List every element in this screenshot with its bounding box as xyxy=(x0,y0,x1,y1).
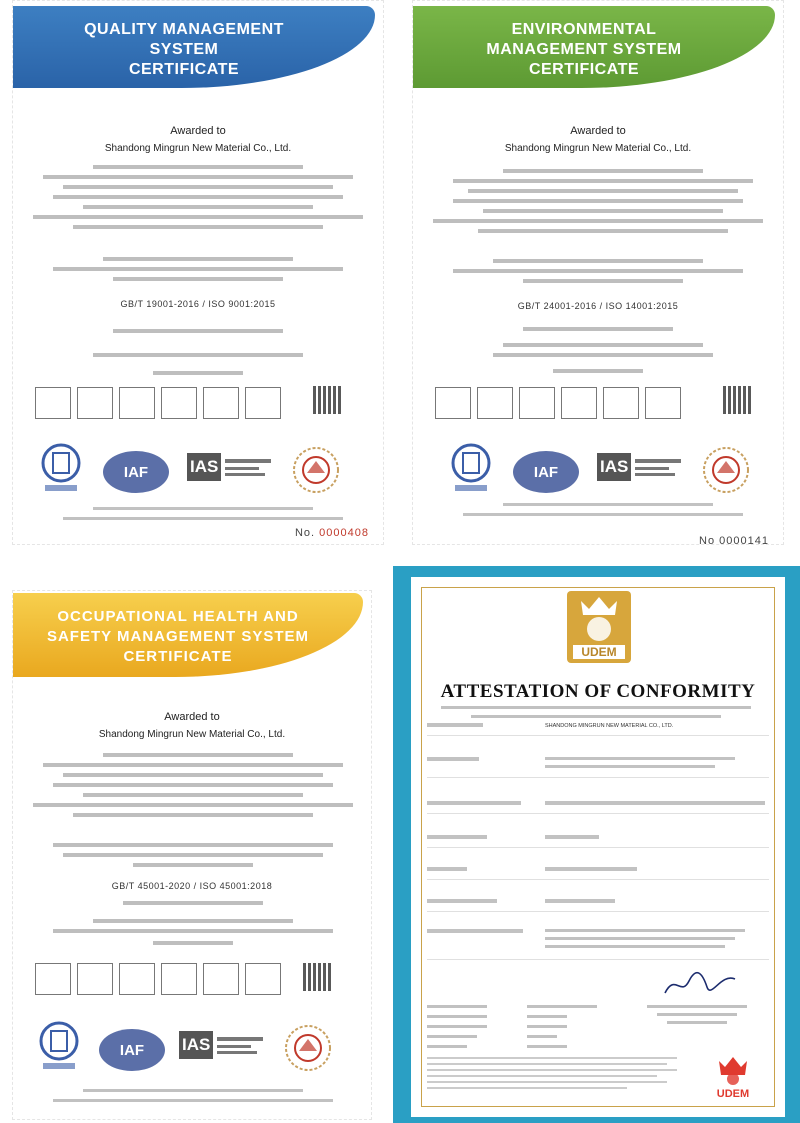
blurred-text-lines xyxy=(23,255,373,287)
awarded-to: Awarded to xyxy=(164,711,220,723)
cnca-seal-icon xyxy=(37,1021,81,1073)
banner-line: ENVIRONMENTAL xyxy=(511,21,657,38)
blurred-text-lines xyxy=(431,705,765,725)
cnca-seal-icon xyxy=(449,443,493,495)
date-box xyxy=(245,387,281,419)
date-box xyxy=(119,963,155,995)
banner-line: SYSTEM xyxy=(149,41,219,58)
udem-crest-logo xyxy=(563,589,635,665)
certificate-banner xyxy=(13,6,375,88)
svg-text:UDEM: UDEM xyxy=(581,645,617,659)
attestation-title: ATTESTATION OF CONFORMITY xyxy=(440,681,756,702)
blurred-text-lines xyxy=(23,899,361,955)
udem-brand-logo xyxy=(705,1051,761,1101)
signature-image xyxy=(655,969,745,999)
udem-brand-text: UDEM xyxy=(716,1088,750,1100)
company-name: Shandong Mingrun New Material Co., Ltd. xyxy=(104,143,292,154)
date-box xyxy=(477,387,513,419)
date-box xyxy=(161,387,197,419)
accreditation-logos xyxy=(427,443,769,503)
serial-number xyxy=(295,527,369,539)
date-boxes xyxy=(35,387,281,419)
company-value: SHANDONG MINGRUN NEW MATERIAL CO., LTD. xyxy=(545,723,674,729)
certificate-banner xyxy=(413,6,775,88)
scope-statement xyxy=(23,841,361,875)
standard-code: GB/T 45001-2020 / ISO 45001:2018 xyxy=(111,881,273,891)
scope-of-certification xyxy=(423,323,773,383)
banner-line: OCCUPATIONAL HEALTH AND xyxy=(57,608,299,625)
scope-statement xyxy=(423,257,773,291)
certification-seal-icon xyxy=(283,1023,333,1073)
blurred-text-lines xyxy=(23,325,373,385)
company-name: Shandong Mingrun New Material Co., Ltd. xyxy=(98,729,286,740)
ias-mark: IAS xyxy=(179,1031,213,1059)
serial-number xyxy=(699,535,769,545)
date-box xyxy=(161,963,197,995)
date-box xyxy=(203,387,239,419)
date-box xyxy=(519,387,555,419)
date-box xyxy=(77,387,113,419)
date-box xyxy=(35,387,71,419)
blurred-text-lines xyxy=(23,505,373,525)
qr-code xyxy=(313,386,341,414)
banner-line: CERTIFICATE xyxy=(123,648,233,665)
awarded-to: Awarded to xyxy=(570,125,626,137)
ias-small-print xyxy=(225,455,275,479)
blurred-text-lines xyxy=(423,323,773,383)
blurred-text-lines xyxy=(23,1087,361,1107)
banner-line: CERTIFICATE xyxy=(528,61,640,78)
blurred-text-lines xyxy=(23,841,361,873)
accreditation-logos xyxy=(27,443,369,503)
serial-value: 0000141 xyxy=(719,535,769,545)
ias-logo xyxy=(187,453,275,481)
certificate-banner xyxy=(13,593,363,677)
ias-mark: IAS xyxy=(597,453,631,481)
qr-code xyxy=(723,386,751,414)
blurred-text-lines xyxy=(23,751,361,839)
ohs-certificate xyxy=(12,590,372,1120)
environmental-certificate xyxy=(412,0,784,545)
blurred-text-lines xyxy=(427,1057,687,1097)
date-box xyxy=(561,387,597,419)
banner-line: CERTIFICATE xyxy=(128,61,240,78)
date-box xyxy=(645,387,681,419)
certificate-footer xyxy=(23,505,373,528)
ias-logo xyxy=(597,453,685,481)
standard-code: GB/T 24001-2016 / ISO 14001:2015 xyxy=(517,301,679,311)
accreditation-logos xyxy=(27,1021,357,1081)
banner-line: MANAGEMENT SYSTEM xyxy=(486,41,682,58)
date-box xyxy=(35,963,71,995)
banner-line: SAFETY MANAGEMENT SYSTEM xyxy=(46,628,310,645)
certificate-footer xyxy=(23,1087,361,1110)
date-box xyxy=(245,963,281,995)
ias-logo xyxy=(179,1031,267,1059)
address-block xyxy=(23,751,361,841)
qr-code xyxy=(303,963,331,991)
iaf-logo: IAF xyxy=(513,451,579,493)
serial-prefix: No xyxy=(699,535,716,545)
banner-line: QUALITY MANAGEMENT xyxy=(84,21,284,38)
iaf-logo: IAF xyxy=(103,451,169,493)
standard-code: GB/T 19001-2016 / ISO 9001:2015 xyxy=(120,299,276,309)
awarded-to: Awarded to xyxy=(170,125,226,137)
certification-seal-icon xyxy=(291,445,341,495)
blurred-text-lines xyxy=(423,257,773,289)
ias-small-print xyxy=(635,455,685,479)
blurred-text-lines xyxy=(423,501,773,521)
certification-seal-icon xyxy=(701,445,751,495)
scope-of-certification xyxy=(23,325,373,385)
certificate-footer xyxy=(423,501,773,524)
attestation-of-conformity xyxy=(393,566,800,1123)
date-box xyxy=(603,387,639,419)
row-label xyxy=(427,723,537,731)
scope-statement xyxy=(23,255,373,289)
ias-small-print xyxy=(217,1033,267,1057)
blurred-text-lines xyxy=(423,167,773,245)
company-name: Shandong Mingrun New Material Co., Ltd. xyxy=(504,143,692,154)
serial-value: 0000408 xyxy=(319,527,369,539)
date-box xyxy=(435,387,471,419)
date-boxes xyxy=(435,387,681,419)
scope-of-certification xyxy=(23,899,361,959)
iaf-logo: IAF xyxy=(99,1029,165,1071)
attestation-paper xyxy=(411,577,785,1117)
date-box xyxy=(77,963,113,995)
blurred-text-lines xyxy=(23,163,373,241)
ias-mark: IAS xyxy=(187,453,221,481)
quality-certificate xyxy=(12,0,384,545)
date-box xyxy=(203,963,239,995)
date-boxes xyxy=(35,963,281,995)
serial-prefix: No. xyxy=(294,527,316,539)
address-block xyxy=(23,163,373,243)
address-block xyxy=(423,167,773,247)
cnca-seal-icon xyxy=(39,443,83,495)
date-box xyxy=(119,387,155,419)
